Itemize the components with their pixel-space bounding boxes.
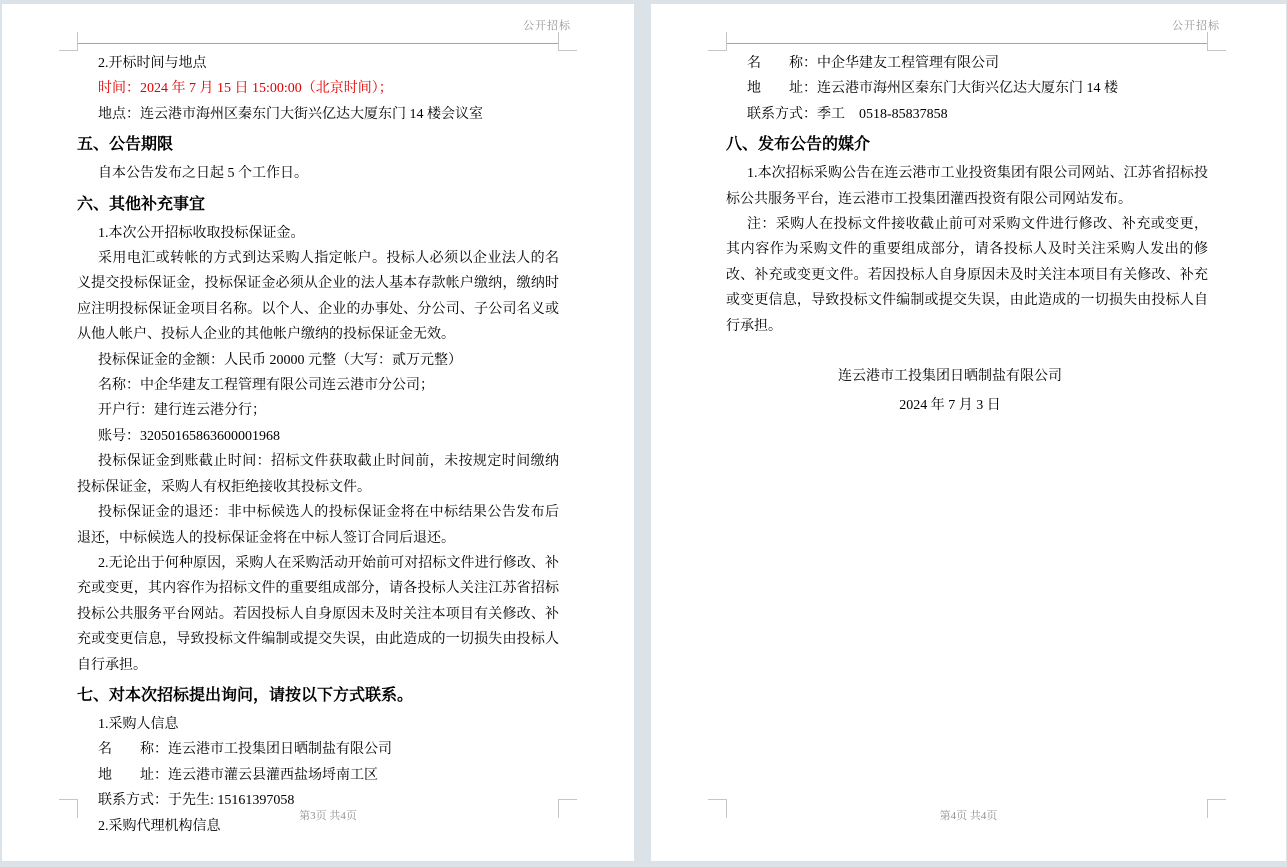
page-3-body bbox=[77, 51, 559, 839]
signature-company-name: 连云港市工投集团日晒制盐有限公司 bbox=[838, 369, 1062, 385]
paragraph: 1.采购人信息 bbox=[98, 716, 179, 732]
heading-section-6-supplementary-matters: 六、其他补充事宜 bbox=[77, 195, 206, 213]
paragraph: 投标保证金到账截止时间：招标文件获取截止时间前，未按规定时间缴纳投标保证金，采购人有权拒绝接收其投标文件。 bbox=[77, 454, 559, 495]
paragraph: 2.采购代理机构信息 bbox=[98, 818, 221, 834]
purchaser-contact-line: 联系方式：于先生: 15161397058 bbox=[98, 793, 295, 809]
document-page-4 bbox=[651, 4, 1286, 861]
margin-corner-mark bbox=[59, 32, 78, 51]
footer-page-number: 第4页 共4页 bbox=[939, 810, 998, 822]
margin-corner-mark bbox=[558, 32, 577, 51]
header-label: 公开招标 bbox=[523, 20, 571, 32]
purchaser-address-line: 地 址：连云港市灌云县灌西盐场埒南工区 bbox=[98, 767, 378, 783]
document-page-3 bbox=[2, 4, 634, 861]
agency-contact-line: 联系方式：季工 0518-85837858 bbox=[747, 106, 948, 122]
bid-opening-place-line: 地点：连云港市海州区秦东门大街兴亿达大厦东门 14 楼会议室 bbox=[98, 106, 483, 122]
paragraph: 投标保证金的退还：非中标候选人的投标保证金将在中标结果公告发布后退还，中标候选人的投标保证金将在中标人签订合同后退还。 bbox=[77, 505, 559, 546]
margin-corner-mark bbox=[1207, 32, 1226, 51]
signature-block bbox=[726, 366, 1208, 417]
header-rule bbox=[726, 43, 1208, 44]
paragraph: 1.本次招标采购公告在连云港市工业投资集团有限公司网站、江苏省招标投标公共服务平台，连云港市工投集团灌西投资有限公司网站发布。 bbox=[726, 166, 1208, 207]
paragraph: 注：采购人在投标文件接收截止前可对采购文件进行修改、补充或变更，其内容作为采购文件的重要组成部分，请各投标人及时关注采购人发出的修改、补充或变更文件。若因投标人自身原因未及时关注本项目有关修改、补充或变更信息，导致投标文件编制或提交失误，由此造成的一切损失由投标人自行承担。 bbox=[726, 217, 1208, 334]
agency-address-line: 地 址：连云港市海州区秦东门大街兴亿达大厦东门 14 楼 bbox=[747, 81, 1118, 97]
deposit-account-number-line: 账号：32050165863600001968 bbox=[98, 428, 280, 444]
margin-corner-mark bbox=[708, 32, 727, 51]
deposit-amount-line: 投标保证金的金额：人民币 20000 元整（大写：贰万元整） bbox=[98, 352, 462, 368]
heading-section-7-contact: 七、对本次招标提出询问，请按以下方式联系。 bbox=[77, 686, 414, 704]
paragraph-bid-opening-title: 2.开标时间与地点 bbox=[98, 56, 207, 71]
bid-opening-time-line: 时间：2024 年 7 月 15 日 15:00:00（北京时间）； bbox=[98, 81, 393, 97]
paragraph: 自本公告发布之日起 5 个工作日。 bbox=[98, 166, 308, 182]
paragraph: 采用电汇或转帐的方式到达采购人指定帐户。投标人必须以企业法人的名义提交投标保证金，投标保证金必须从企业的法人基本存款帐户缴纳，缴纳时应注明投标保证金项目名称。以个人、企业的办事处、分公司、子公司名义或从他人帐户、投标人企业的其他帐户缴纳的投标保证金无效。 bbox=[77, 251, 559, 343]
paragraph: 1.本次公开招标收取投标保证金。 bbox=[98, 225, 305, 241]
purchaser-name-line: 名 称：连云港市工投集团日晒制盐有限公司 bbox=[98, 742, 392, 758]
header-rule bbox=[77, 43, 559, 44]
heading-section-8-publication-media: 八、发布公告的媒介 bbox=[726, 136, 871, 154]
heading-section-5-announcement-period: 五、公告期限 bbox=[77, 136, 174, 154]
footer-page-number: 第3页 共4页 bbox=[299, 810, 357, 822]
signature-date: 2024 年 7 月 3 日 bbox=[899, 398, 1001, 414]
paragraph: 2.无论出于何种原因，采购人在采购活动开始前可对招标文件进行修改、补充或变更，其内容作为招标文件的重要组成部分，请各投标人关注江苏省招标投标公共服务平台网站。若因投标人自身原因未及时关注本项目有关修改、补充或变更信息，导致投标文件编制或提交失误，由此造成的一切损失由投标人自行承担。 bbox=[77, 555, 559, 673]
deposit-account-name-line: 名称：中企华建友工程管理有限公司连云港市分公司； bbox=[98, 378, 434, 394]
header-label: 公开招标 bbox=[1172, 20, 1220, 32]
agency-name-line: 名 称：中企华建友工程管理有限公司 bbox=[747, 56, 999, 71]
deposit-bank-line: 开户行：建行连云港分行； bbox=[98, 403, 266, 419]
page-4-body bbox=[726, 51, 1208, 424]
